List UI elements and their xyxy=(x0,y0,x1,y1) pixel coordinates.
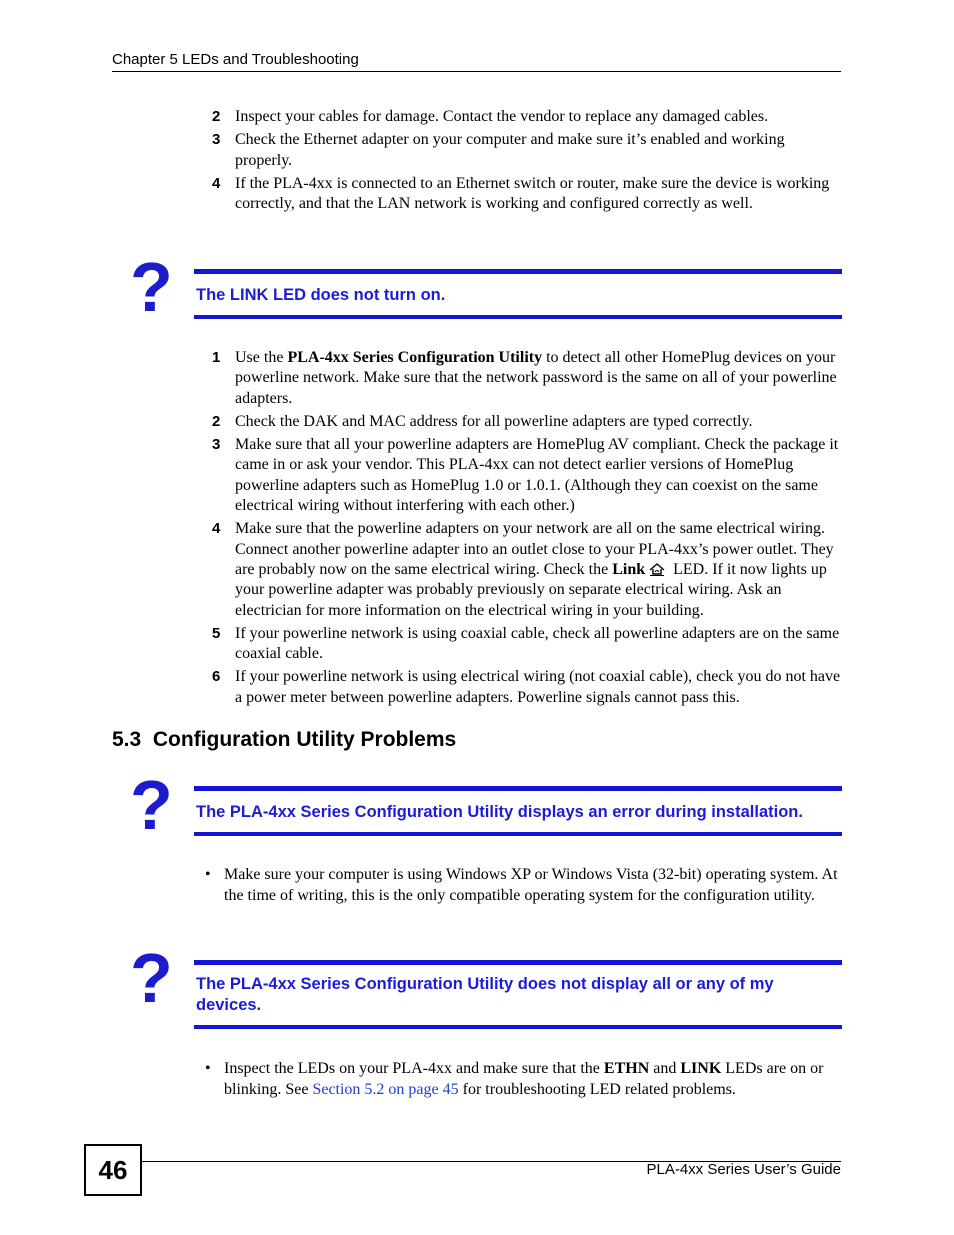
page-header xyxy=(112,51,841,72)
steps-list-link xyxy=(212,348,842,711)
list-item: 6 If your powerline network is using electrical wiring (not coaxial cable), check you do not have a power meter between powerline adapters. Powerline signals cannot pass this. xyxy=(212,668,841,706)
question-install-error xyxy=(130,766,842,844)
steps-list-cables xyxy=(212,107,842,217)
guide-title: PLA-4xx Series User’s Guide xyxy=(646,1161,841,1178)
list-item: 5 If your powerline network is using coaxial cable, check all powerline adapters are on the same coaxial cable. xyxy=(212,624,840,663)
section-5-2-link[interactable]: Section 5.2 on page 45 xyxy=(312,1080,459,1098)
page-number: 46 xyxy=(84,1144,142,1196)
question-mark-icon: ? xyxy=(130,248,173,326)
list-item: 2 Check the DAK and MAC address for all powerline adapters are typed correctly. xyxy=(212,412,753,430)
house-link-icon xyxy=(649,562,665,576)
question-no-devices xyxy=(130,939,842,1031)
question-mark-icon: ? xyxy=(130,939,173,1017)
list-item: 4 Make sure that the powerline adapters on your network are all on the same electrical wiring. Connect another powerline adapter into an outlet close to your PLA-4xx’s power outlet. They are probably now on the same electrical wiring. Check the Link LED. If it now lights up your powerline adapter was probably previously on separate electrical wiring. Ask an electrician for more information on the electrical wiring in your building. xyxy=(212,520,834,619)
list-item: 1 Use the PLA-4xx Series Configuration Utility to detect all other HomePlug devices on your powerline network. Make sure that the network password is the same on all of your powerline adapters. xyxy=(212,349,837,407)
question-mark-icon: ? xyxy=(130,766,173,844)
list-item: 3 Check the Ethernet adapter on your computer and make sure it’s enabled and working properly. xyxy=(212,131,785,169)
list-item: 4 If the PLA-4xx is connected to an Ethernet switch or router, make sure the device is working correctly, and that the LAN network is working and configured correctly as well. xyxy=(212,174,830,213)
chapter-title: Chapter 5 LEDs and Troubleshooting xyxy=(112,51,359,68)
question-link-led xyxy=(130,248,842,326)
bullet-os-compat: • Make sure your computer is using Windows XP or Windows Vista (32-bit) operating system. At the time of writing, this is the only compatible operating system for the configuration utility. xyxy=(205,866,838,904)
section-heading: 5.3 Configuration Utility Problems xyxy=(112,728,457,751)
question-title: The LINK LED does not turn on. xyxy=(194,269,842,319)
list-item: 2 Inspect your cables for damage. Contact the vendor to replace any damaged cables. xyxy=(212,108,769,125)
list-item: 3 Make sure that all your powerline adapters are HomePlug AV compliant. Check the package it came in or ask your vendor. This PLA-4xx can not detect earlier versions of HomePlug powerline adapters such as HomePlug 1.0 or 1.0.1. (Although they can coexist on the same electrical wiring without interfering with each other.) xyxy=(212,436,839,515)
question-title: The PLA-4xx Series Configuration Utility displays an error during installation. xyxy=(194,786,842,836)
question-title: The PLA-4xx Series Configuration Utility does not display all or any of my devices. xyxy=(194,960,842,1029)
bullet-led-inspect: • Inspect the LEDs on your PLA-4xx and make sure that the ETHN and LINK LEDs are on or blinking. See Section 5.2 on page 45 for troubleshooting LED related problems. xyxy=(205,1060,824,1098)
